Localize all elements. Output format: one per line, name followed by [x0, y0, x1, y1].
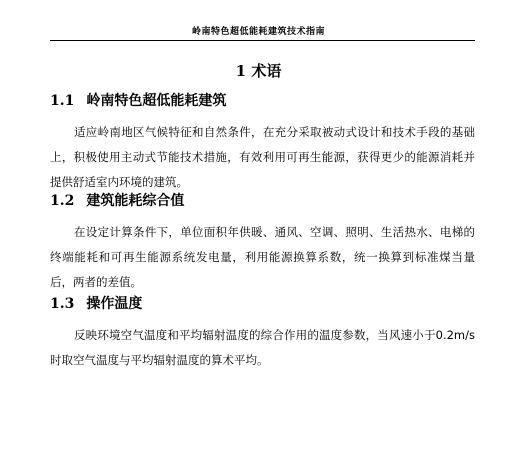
chapter-title: 1 术语 [235, 62, 282, 80]
section-title: 建筑能耗综合值 [86, 193, 185, 209]
section-title: 岭南特色超低能耗建筑 [86, 93, 227, 109]
section-body: 在设定计算条件下，单位面积年供暖、通风、空调、照明、生活热水、电梯的终端能耗和可再生能源系统发电量，利用能源换算系数，统一换算到标准煤当量后，两者的差值。 [50, 225, 475, 289]
section-1-1 [50, 90, 475, 195]
section-number: 1.2 [50, 193, 75, 209]
section-heading [50, 90, 475, 112]
section-body: 反映环境空气温度和平均辐射温度的综合作用的温度参数，当风速小于0.2m/s时取空气温度与平均辐射温度的算术平均。 [50, 328, 475, 367]
section-number: 1.3 [50, 296, 75, 312]
section-body: 适应岭南地区气候特征和自然条件，在充分采取被动式设计和技术手段的基础上，积极使用主动式节能技术措施，有效利用可再生能源，获得更少的能源消耗并提供舒适室内环境的建筑。 [50, 125, 475, 189]
section-1-3 [50, 293, 475, 373]
header-rule [50, 40, 475, 41]
section-title: 操作温度 [86, 296, 143, 312]
running-header: 岭南特色超低能耗建筑技术指南 [191, 27, 325, 37]
section-number: 1.1 [50, 93, 75, 109]
section-1-2 [50, 190, 475, 295]
section-heading [50, 293, 475, 315]
section-heading [50, 190, 475, 212]
